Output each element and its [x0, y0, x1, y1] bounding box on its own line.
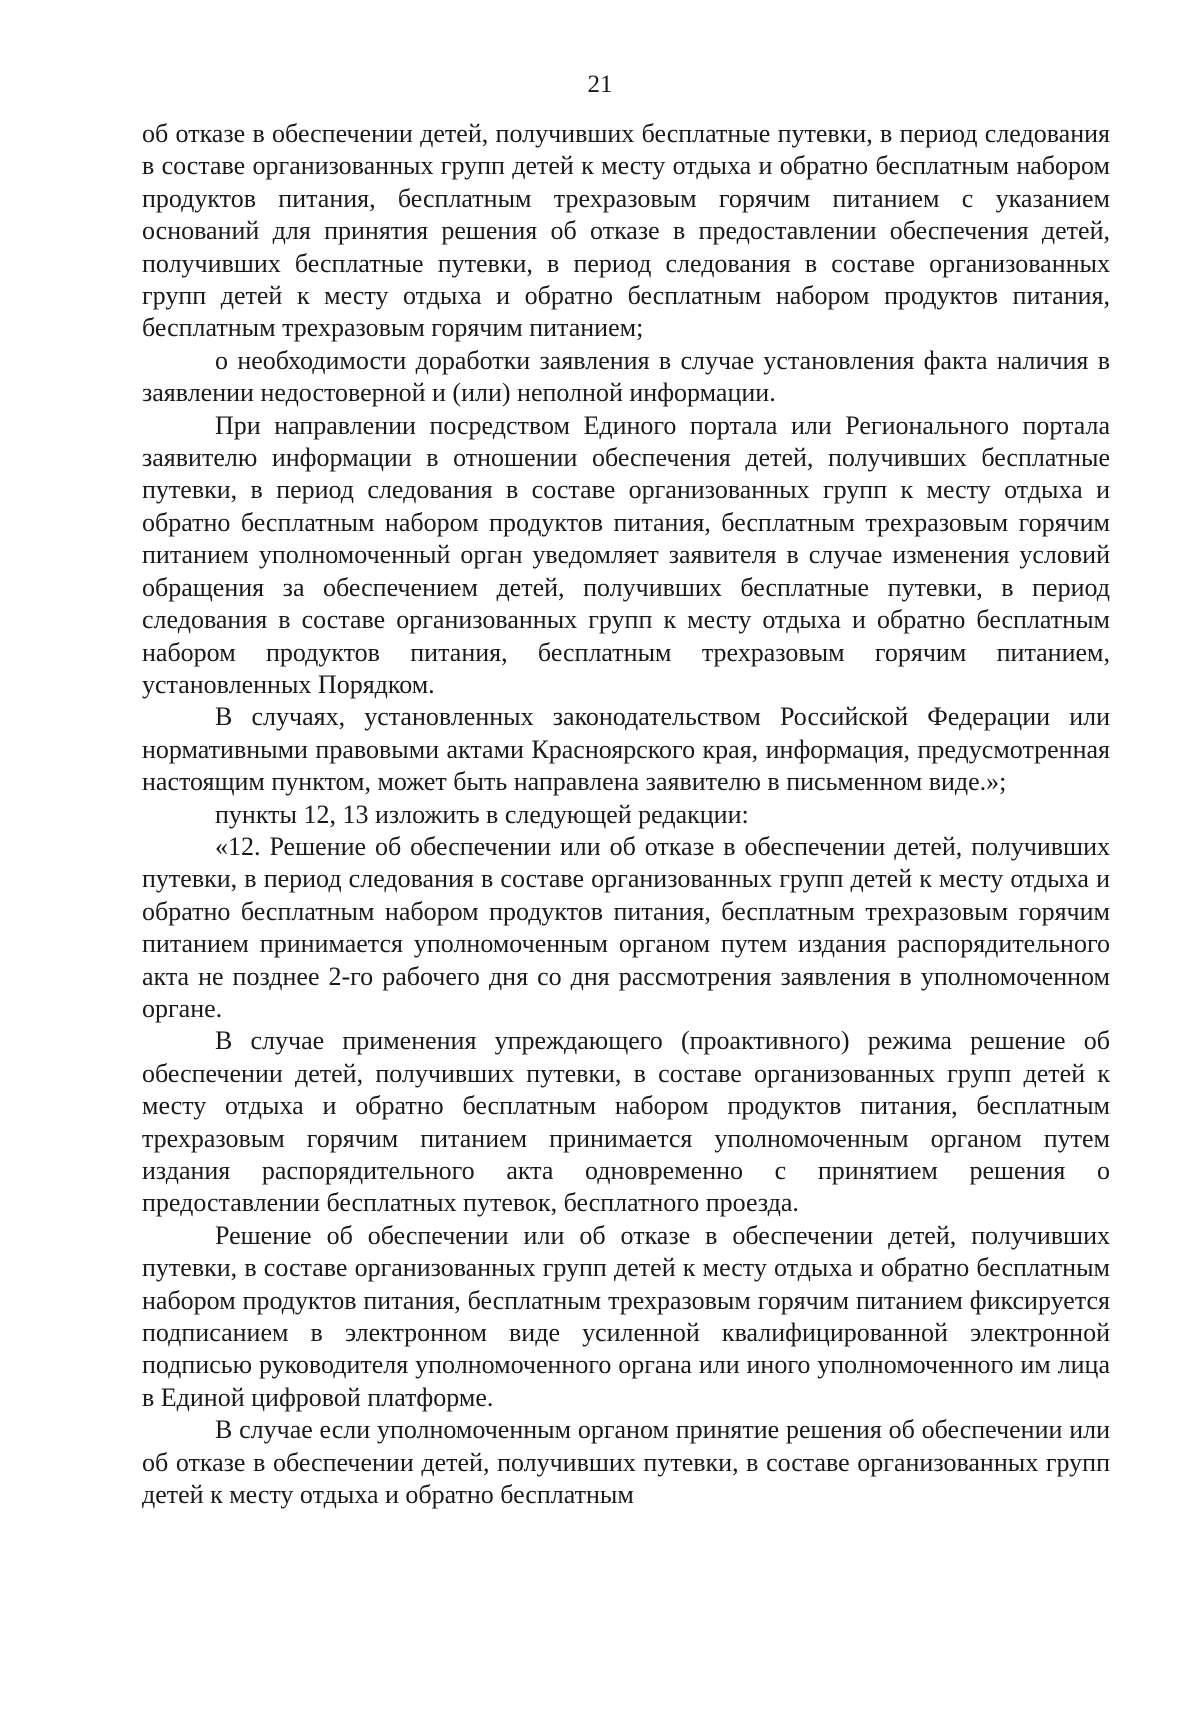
document-body	[142, 118, 1110, 1511]
paragraph-electronic-signature: Решение об обеспечении или об отказе в обеспечении детей, получивших путевки, в составе организованных групп детей к месту отдыха и обратно бесплатным набором продуктов питания, бесплатным трехразовым горячим питанием фиксируется подписанием в электронном виде усиленной квалифицированной электронной подписью руководителя уполномоченного органа или иного уполномоченного им лица в Единой цифровой платформе.	[142, 1220, 1110, 1412]
paragraph-amendment-intro: пункты 12, 13 изложить в следующей редакции:	[215, 799, 749, 829]
paragraph-proactive-mode: В случае применения упреждающего (проактивного) режима решение об обеспечении детей, получивших путевки, в составе организованных групп детей к месту отдыха и обратно бесплатным набором продуктов питания, бесплатным трехразовым горячим питанием принимается уполномоченным органом путем издания распорядительного акта одновременно с принятием решения о предоставлении бесплатных путевок, бесплатного проезда.	[142, 1026, 1110, 1218]
paragraph-portal-notification: При направлении посредством Единого портала или Регионального портала заявителю информации в отношении обеспечения детей, получивших бесплатные путевки, в период следования в составе организованных групп к месту отдыха и обратно бесплатным набором продуктов питания, бесплатным трехразовым горячим питанием уполномоченный орган уведомляет заявителя в случае изменения условий обращения за обеспечением детей, получивших бесплатные путевки, в период следования в составе организованных групп к месту отдыха и обратно бесплатным набором продуктов питания, бесплатным трехразовым горячим питанием, установленных Порядком.	[142, 410, 1110, 699]
paragraph-continuation: В случае если уполномоченным органом принятие решения об обеспечении или об отказе в обеспечении детей, получивших путевки, в составе организованных групп детей к месту отдыха и обратно бесплатным	[142, 1415, 1110, 1510]
paragraph-item-12: «12. Решение об обеспечении или об отказе в обеспечении детей, получивших путевки, в период следования в составе организованных групп детей к месту отдыха и обратно бесплатным набором продуктов питания, бесплатным трехразовым горячим питанием принимается уполномоченным органом путем издания распорядительного акта не позднее 2-го рабочего дня со дня рассмотрения заявления в уполномоченном органе.	[142, 831, 1110, 1023]
page-number: 21	[587, 71, 613, 98]
paragraph-refusal-notice: об отказе в обеспечении детей, получивших бесплатные путевки, в период следования в составе организованных групп детей к месту отдыха и обратно бесплатным набором продуктов питания, бесплатным трехразовым горячим питанием с указанием оснований для принятия решения об отказе в предоставлении обеспечения детей, получивших бесплатные путевки, в период следования в составе организованных групп детей к месту отдыха и обратно бесплатным набором продуктов питания, бесплатным трехразовым горячим питанием;	[142, 119, 1110, 343]
paragraph-revision-notice: о необходимости доработки заявления в случае установления факта наличия в заявлении недостоверной и (или) неполной информации.	[142, 345, 1110, 408]
paragraph-written-form: В случаях, установленных законодательством Российской Федерации или нормативными правовыми актами Красноярского края, информация, предусмотренная настоящим пунктом, может быть направлена заявителю в письменном виде.»;	[142, 702, 1110, 797]
